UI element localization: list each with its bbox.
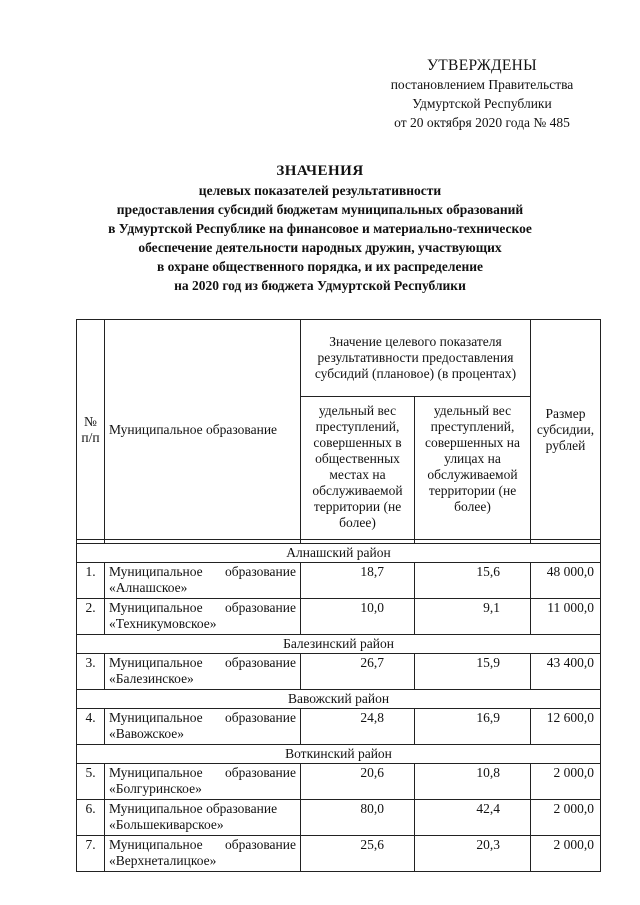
approval-block [352, 56, 612, 132]
row-num: 3. [77, 654, 105, 690]
row-value-streets: 15,9 [415, 654, 531, 690]
row-value-public: 18,7 [301, 563, 415, 599]
row-value-streets: 16,9 [415, 709, 531, 745]
mun-prefix: Муниципальное [109, 564, 203, 579]
mun-prefix: Муниципальное [109, 655, 203, 670]
mun-word: образование [225, 600, 296, 615]
row-municipality [105, 800, 301, 836]
row-value-streets: 10,8 [415, 764, 531, 800]
row-subsidy: 2 000,0 [531, 764, 601, 800]
row-municipality [105, 836, 301, 872]
region-heading: Балезинский район [77, 635, 601, 654]
mun-word: образование [225, 765, 296, 780]
title-line: целевых показателей результативности [198, 183, 442, 198]
row-subsidy: 11 000,0 [531, 599, 601, 635]
mun-word: образование [206, 801, 278, 816]
region-heading: Вавожский район [77, 690, 601, 709]
row-municipality [105, 764, 301, 800]
approval-line-3: от 20 октября 2020 года № 485 [394, 115, 570, 130]
row-num: 6. [77, 800, 105, 836]
row-municipality [105, 563, 301, 599]
mun-word: образование [225, 564, 296, 579]
row-subsidy: 2 000,0 [531, 800, 601, 836]
row-municipality [105, 599, 301, 635]
approval-line-1: постановлением Правительства [390, 77, 574, 92]
row-value-public: 26,7 [301, 654, 415, 690]
row-value-public: 25,6 [301, 836, 415, 872]
row-municipality [105, 709, 301, 745]
table-row [77, 654, 601, 690]
mun-prefix: Муниципальное [109, 600, 203, 615]
table-row [77, 800, 601, 836]
table-row [77, 836, 601, 872]
header-subsidy: Размер субсидии, рублей [531, 320, 601, 540]
region-heading: Алнашский район [77, 544, 601, 563]
title-line: в Удмуртской Республике на финансовое и материально-техническое [108, 221, 532, 236]
indicators-table [76, 319, 601, 872]
header-streets: удельный вес преступлений, совершенных на улицах на обслуживаемой территории (не более) [415, 397, 531, 540]
mun-name: «Балезинское» [109, 671, 194, 686]
row-num: 5. [77, 764, 105, 800]
row-value-streets: 20,3 [415, 836, 531, 872]
approval-line-2: Удмуртской Республики [412, 96, 552, 111]
mun-name: «Техникумовское» [109, 616, 217, 631]
row-num: 4. [77, 709, 105, 745]
row-value-streets: 42,4 [415, 800, 531, 836]
row-value-public: 24,8 [301, 709, 415, 745]
row-subsidy: 12 600,0 [531, 709, 601, 745]
mun-name: «Большекиварское» [109, 817, 224, 832]
mun-name [109, 801, 296, 817]
region-heading: Воткинский район [77, 745, 601, 764]
mun-word: образование [225, 837, 296, 852]
title-line: обеспечение деятельности народных дружин, участвующих [138, 240, 502, 255]
header-public-places: удельный вес преступлений, совершенных в общественных местах на обслуживаемой территории (не более) [301, 397, 415, 540]
row-num: 2. [77, 599, 105, 635]
mun-name: «Вавожское» [109, 726, 185, 741]
header-municipality: Муниципальное образование [105, 320, 301, 540]
mun-word: образование [225, 710, 296, 725]
mun-prefix: Муниципальное [109, 710, 203, 725]
mun-word: образование [225, 655, 296, 670]
title-line: предоставления субсидий бюджетам муниципальных образований [116, 202, 524, 217]
table-row [77, 563, 601, 599]
mun-name: «Алнашское» [109, 580, 188, 595]
mun-name: «Верхнеталицкое» [109, 853, 217, 868]
document-title [60, 162, 580, 295]
header-indicator-group: Значение целевого показателя результативности предоставления субсидий (плановое) (в процентах) [301, 320, 531, 397]
title-line: на 2020 год из бюджета Удмуртской Республики [174, 278, 466, 293]
table-row [77, 599, 601, 635]
mun-name: «Болгуринское» [109, 781, 202, 796]
row-value-streets: 15,6 [415, 563, 531, 599]
row-num: 7. [77, 836, 105, 872]
title-line: в охране общественного порядка, и их распределение [156, 259, 483, 274]
row-subsidy: 43 400,0 [531, 654, 601, 690]
row-value-public: 10,0 [301, 599, 415, 635]
table-row [77, 709, 601, 745]
header-num: № п/п [77, 320, 105, 540]
row-value-public: 80,0 [301, 800, 415, 836]
mun-prefix: Муниципальное [109, 801, 203, 816]
row-subsidy: 2 000,0 [531, 836, 601, 872]
row-municipality [105, 654, 301, 690]
title-main: ЗНАЧЕНИЯ [276, 163, 364, 179]
row-subsidy: 48 000,0 [531, 563, 601, 599]
mun-prefix: Муниципальное [109, 837, 203, 852]
row-num: 1. [77, 563, 105, 599]
row-value-streets: 9,1 [415, 599, 531, 635]
table-row [77, 764, 601, 800]
approval-heading: УТВЕРЖДЕНЫ [427, 57, 537, 74]
row-value-public: 20,6 [301, 764, 415, 800]
mun-prefix: Муниципальное [109, 765, 203, 780]
